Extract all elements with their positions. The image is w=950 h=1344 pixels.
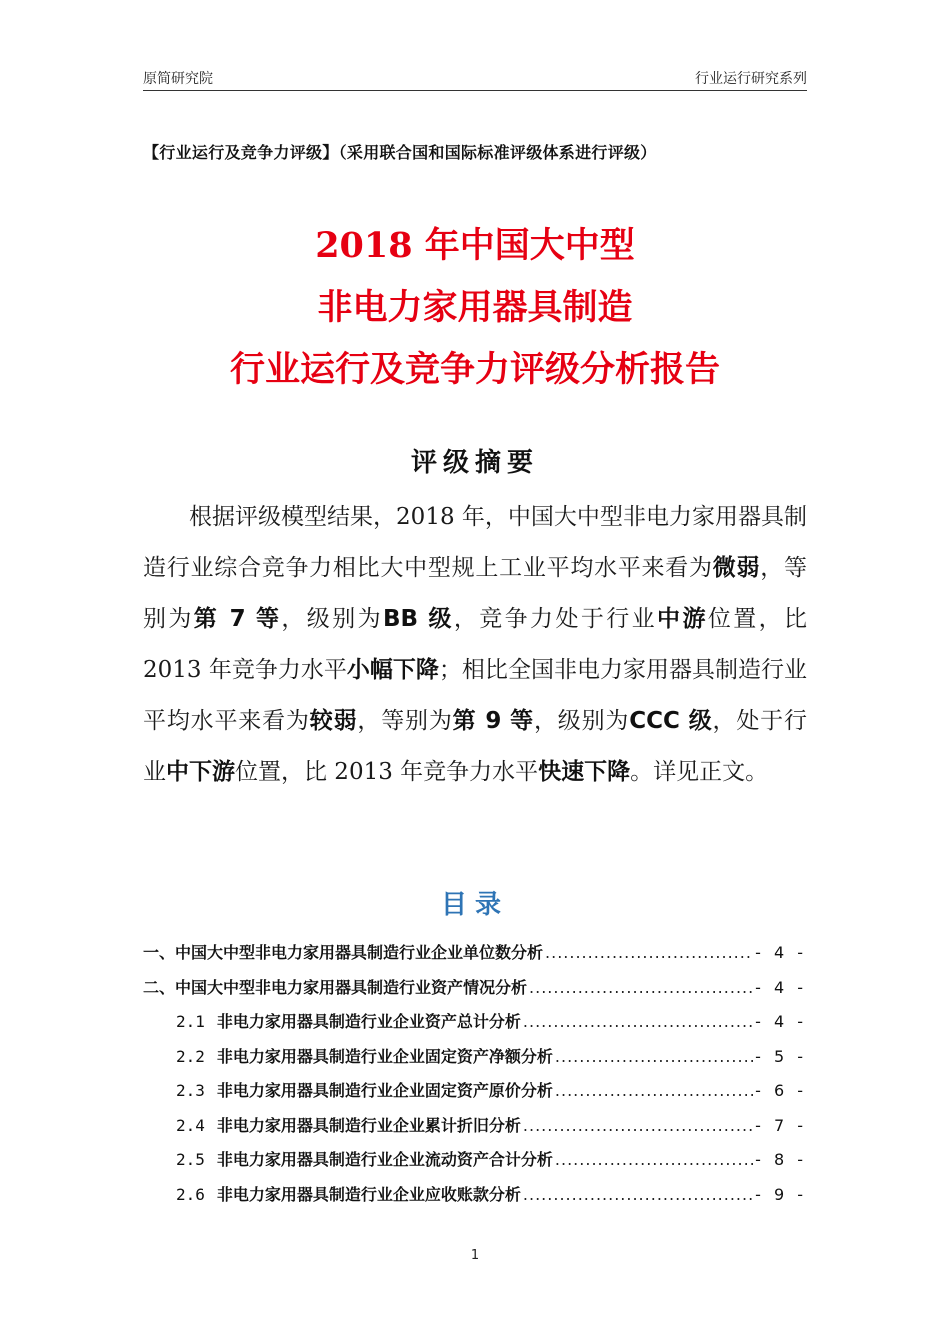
toc-entry-number: 2.2 <box>176 1046 205 1066</box>
toc-entry-number: 2.6 <box>176 1184 205 1204</box>
toc-entry-page: - 9 - <box>755 1184 807 1204</box>
toc-entry-title: 非电力家用器具制造行业企业应收账款分析 <box>216 1184 521 1204</box>
toc-entry-page: - 4 - <box>755 943 807 962</box>
abstract-emphasis: CCC 级 <box>629 708 713 734</box>
toc-entry-page: - 5 - <box>755 1046 807 1066</box>
toc-subentry[interactable] <box>143 1074 807 1109</box>
toc-entry-title: 一、中国大中型非电力家用器具制造行业企业单位数分析 <box>143 943 544 962</box>
toc-leader-dots <box>523 1109 753 1144</box>
abstract-emphasis: 中游 <box>657 606 708 632</box>
abstract-emphasis: 微弱 <box>712 555 761 581</box>
toc-entry-number: 2.4 <box>176 1115 205 1135</box>
toc-entry-page: - 6 - <box>755 1081 807 1100</box>
toc-leader-dots <box>555 1074 753 1109</box>
toc-leader-dots <box>523 1005 753 1040</box>
toc-entry-number: 2.3 <box>176 1081 205 1100</box>
header-institute: 原简研究院 <box>143 71 213 87</box>
abstract-text: 。详见正文。 <box>630 759 769 785</box>
report-title <box>60 215 890 401</box>
page-number: 1 <box>470 1248 480 1263</box>
abstract-heading: 评级摘要 <box>410 448 539 478</box>
abstract-text: ，等别为 <box>143 555 808 632</box>
abstract-emphasis: BB 级 <box>383 606 454 632</box>
abstract-emphasis: 较弱 <box>309 708 358 734</box>
toc-entry-title: 非电力家用器具制造行业企业流动资产合计分析 <box>216 1150 553 1169</box>
toc-subentry[interactable] <box>143 1178 807 1213</box>
toc-entry-title: 非电力家用器具制造行业企业资产总计分析 <box>216 1012 521 1031</box>
toc-entry[interactable] <box>143 936 807 971</box>
toc-entry-title: 非电力家用器具制造行业企业固定资产净额分析 <box>216 1046 553 1066</box>
abstract-text: ，竞争力处于行业 <box>453 606 658 632</box>
toc-entry-number: 2.5 <box>176 1150 205 1169</box>
toc-leader-dots <box>555 1143 753 1178</box>
abstract-body <box>143 492 807 798</box>
toc-entry-title: 非电力家用器具制造行业企业固定资产原价分析 <box>216 1081 553 1100</box>
toc-leader-dots <box>545 936 753 971</box>
abstract-text: ，等别为 <box>357 708 453 734</box>
abstract-emphasis: 第 7 等 <box>193 606 282 632</box>
toc-subentry[interactable] <box>143 1109 807 1144</box>
title-line-2: 非电力家用器具制造 <box>317 287 633 328</box>
title-line-1: 2018 年中国大中型 <box>315 225 635 266</box>
abstract-emphasis: 快速下降 <box>538 759 631 785</box>
page-header <box>143 62 807 91</box>
abstract-text: ，级别为 <box>533 708 630 734</box>
abstract-text: 位置，比 2013 年竞争力水平 <box>235 759 539 785</box>
abstract-text: 根据评级模型结果，2018 年，中国大中型非电力家用器具制造行业综合竞争力相比大中型规上工业平均水平来看为 <box>143 504 807 581</box>
toc-heading: 目录 <box>440 890 509 920</box>
toc-entry[interactable] <box>143 971 807 1006</box>
abstract-emphasis: 第 9 等 <box>452 708 534 734</box>
toc-subentry[interactable] <box>143 1143 807 1178</box>
title-line-3: 行业运行及竞争力评级分析报告 <box>229 349 720 390</box>
abstract-text: ，级别为 <box>281 606 383 632</box>
toc-leader-dots <box>523 1178 753 1213</box>
toc-leader-dots <box>529 971 753 1006</box>
abstract-paragraph <box>143 492 807 798</box>
toc-leader-dots <box>555 1040 753 1075</box>
toc-entry-page: - 4 - <box>755 1012 807 1031</box>
toc-subentry[interactable] <box>143 1005 807 1040</box>
toc-entry-page: - 4 - <box>755 977 807 997</box>
abstract-text: 位置，比 2013 年竞争力水平 <box>143 606 808 683</box>
toc-subentry[interactable] <box>143 1040 807 1075</box>
table-of-contents <box>143 936 807 1212</box>
header-series: 行业运行研究系列 <box>695 71 807 87</box>
toc-entry-title: 非电力家用器具制造行业企业累计折旧分析 <box>216 1115 521 1135</box>
abstract-emphasis: 小幅下降 <box>346 657 439 683</box>
toc-entry-title: 二、中国大中型非电力家用器具制造行业资产情况分析 <box>143 977 528 997</box>
toc-entry-number: 2.1 <box>176 1012 205 1031</box>
abstract-emphasis: 中下游 <box>166 759 235 785</box>
toc-entry-page: - 8 - <box>755 1150 807 1169</box>
abstract-text: ，处于行业 <box>143 708 808 785</box>
toc-entry-page: - 7 - <box>755 1115 807 1135</box>
report-tagline: 【行业运行及竞争力评级】（采用联合国和国际标准评级体系进行评级） <box>143 143 657 162</box>
abstract-text: ；相比全国非电力家用器具制造行业平均水平来看为 <box>143 657 808 734</box>
